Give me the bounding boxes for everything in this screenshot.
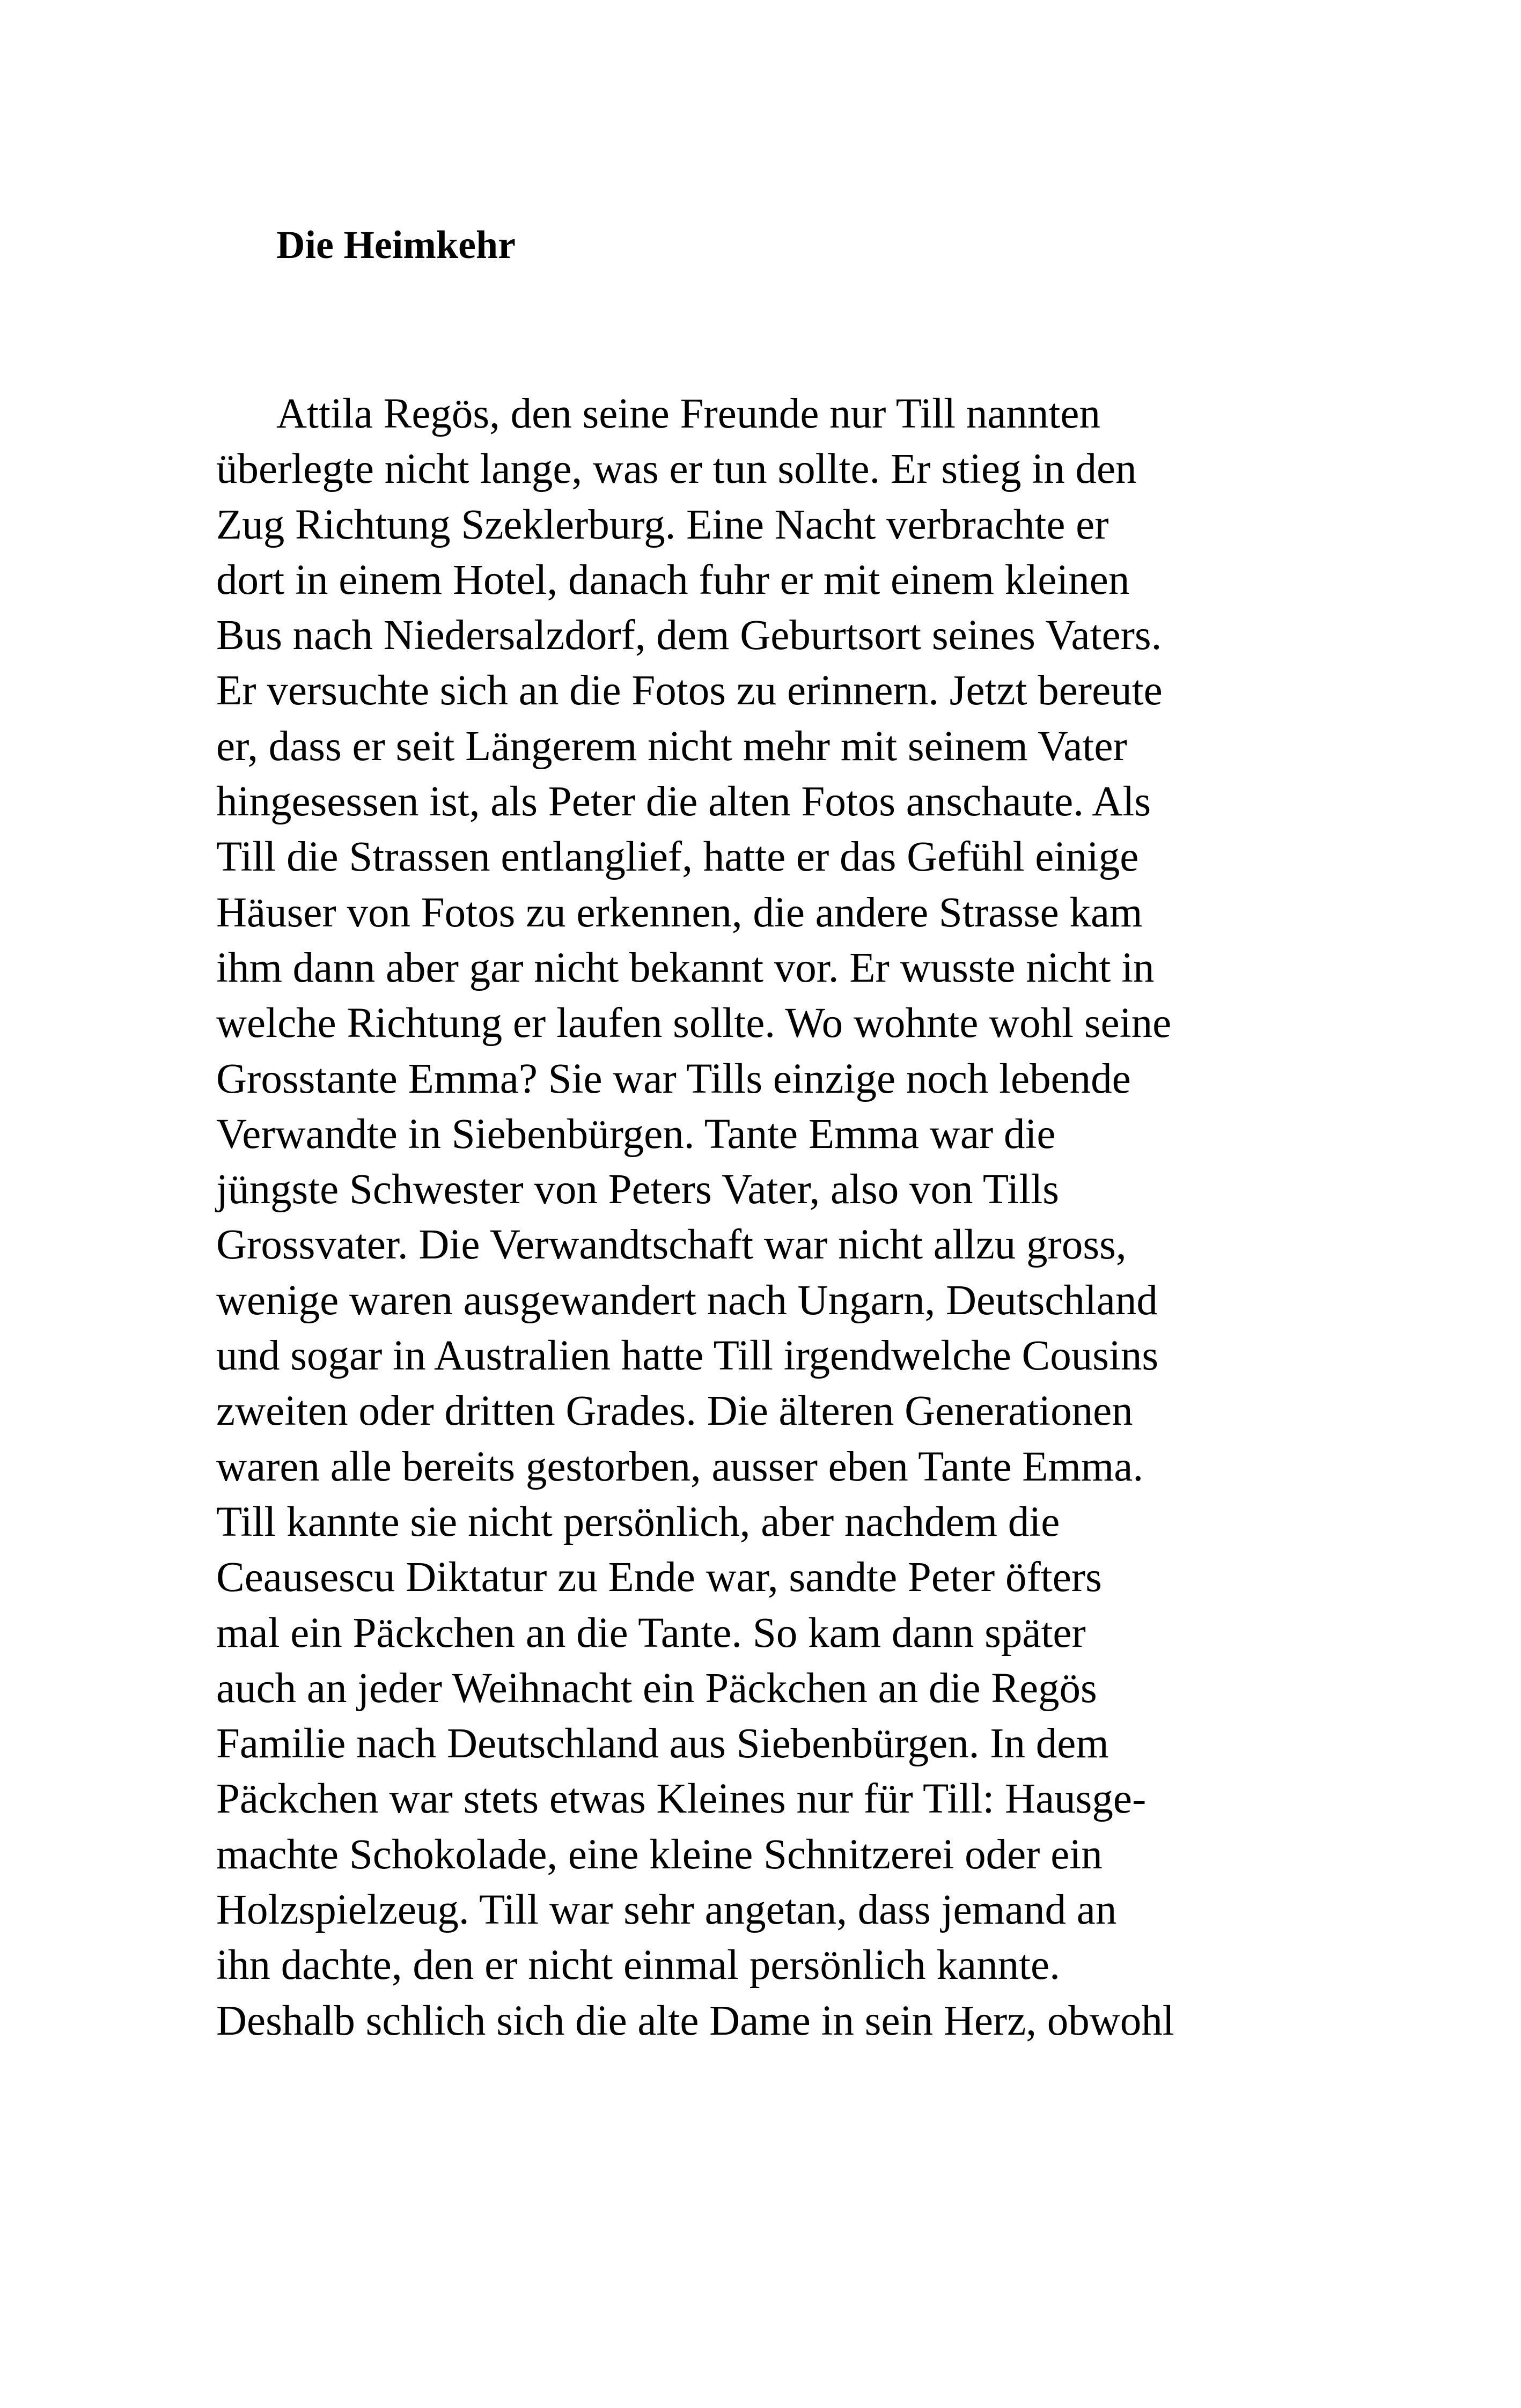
text-line: auch an jeder Weihnacht ein Päckchen an die Regös xyxy=(216,1665,1097,1712)
text-line: und sogar in Australien hatte Till irgendwelche Cousins xyxy=(216,1332,1159,1380)
text-line: überlegte nicht lange, was er tun sollte. Er stieg in den xyxy=(216,446,1137,493)
text-line: Ceausescu Diktatur zu Ende war, sandte Peter öfters xyxy=(216,1554,1102,1601)
text-line: Till kannte sie nicht persönlich, aber nachdem die xyxy=(216,1498,1060,1545)
text-line: Holzspielzeug. Till war sehr angetan, dass jemand an xyxy=(216,1887,1117,1934)
text-line: Verwandte in Siebenbürgen. Tante Emma war die xyxy=(216,1110,1056,1158)
text-line: jüngste Schwester von Peters Vater, also von Tills xyxy=(216,1166,1059,1213)
body-paragraph xyxy=(216,386,1343,2049)
text-line: Bus nach Niedersalzdorf, dem Geburtsort seines Vaters. xyxy=(216,612,1162,659)
chapter-title: Die Heimkehr xyxy=(276,223,516,267)
text-line: ihn dachte, den er nicht einmal persönlich kannte. xyxy=(216,1942,1060,1989)
text-line: Grossvater. Die Verwandtschaft war nicht allzu gross, xyxy=(216,1221,1127,1269)
text-line: Päckchen war stets etwas Kleines nur für Till: Hausge- xyxy=(216,1776,1147,1823)
text-line: hingesessen ist, als Peter die alten Fotos anschaute. Als xyxy=(216,778,1151,826)
text-line: Familie nach Deutschland aus Siebenbürgen. In dem xyxy=(216,1720,1109,1768)
text-line: welche Richtung er laufen sollte. Wo wohnte wohl seine xyxy=(216,1000,1172,1047)
text-line: Grosstante Emma? Sie war Tills einzige noch lebende xyxy=(216,1055,1131,1102)
text-line: zweiten oder dritten Grades. Die älteren Generationen xyxy=(216,1388,1133,1435)
text-line: wenige waren ausgewandert nach Ungarn, Deutschland xyxy=(216,1277,1158,1324)
text-line: Attila Regös, den seine Freunde nur Till nannten xyxy=(276,391,1100,437)
text-line: machte Schokolade, eine kleine Schnitzerei oder ein xyxy=(216,1831,1103,1878)
text-line: mal ein Päckchen an die Tante. So kam dann später xyxy=(216,1609,1086,1656)
text-line: Till die Strassen entlanglief, hatte er das Gefühl einige xyxy=(216,834,1139,881)
text-line: Zug Richtung Szeklerburg. Eine Nacht verbrachte er xyxy=(216,501,1109,548)
text-line: Deshalb schlich sich die alte Dame in sein Herz, obwohl xyxy=(216,1997,1174,2044)
text-line: ihm dann aber gar nicht bekannt vor. Er wusste nicht in xyxy=(216,944,1155,991)
text-line: er, dass er seit Längerem nicht mehr mit seinem Vater xyxy=(216,723,1127,770)
text-line: Er versuchte sich an die Fotos zu erinnern. Jetzt bereute xyxy=(216,667,1163,715)
text-line: Häuser von Fotos zu erkennen, die andere Strasse kam xyxy=(216,889,1143,936)
text-line: dort in einem Hotel, danach fuhr er mit einem kleinen xyxy=(216,556,1130,603)
text-line: waren alle bereits gestorben, ausser eben Tante Emma. xyxy=(216,1443,1144,1490)
